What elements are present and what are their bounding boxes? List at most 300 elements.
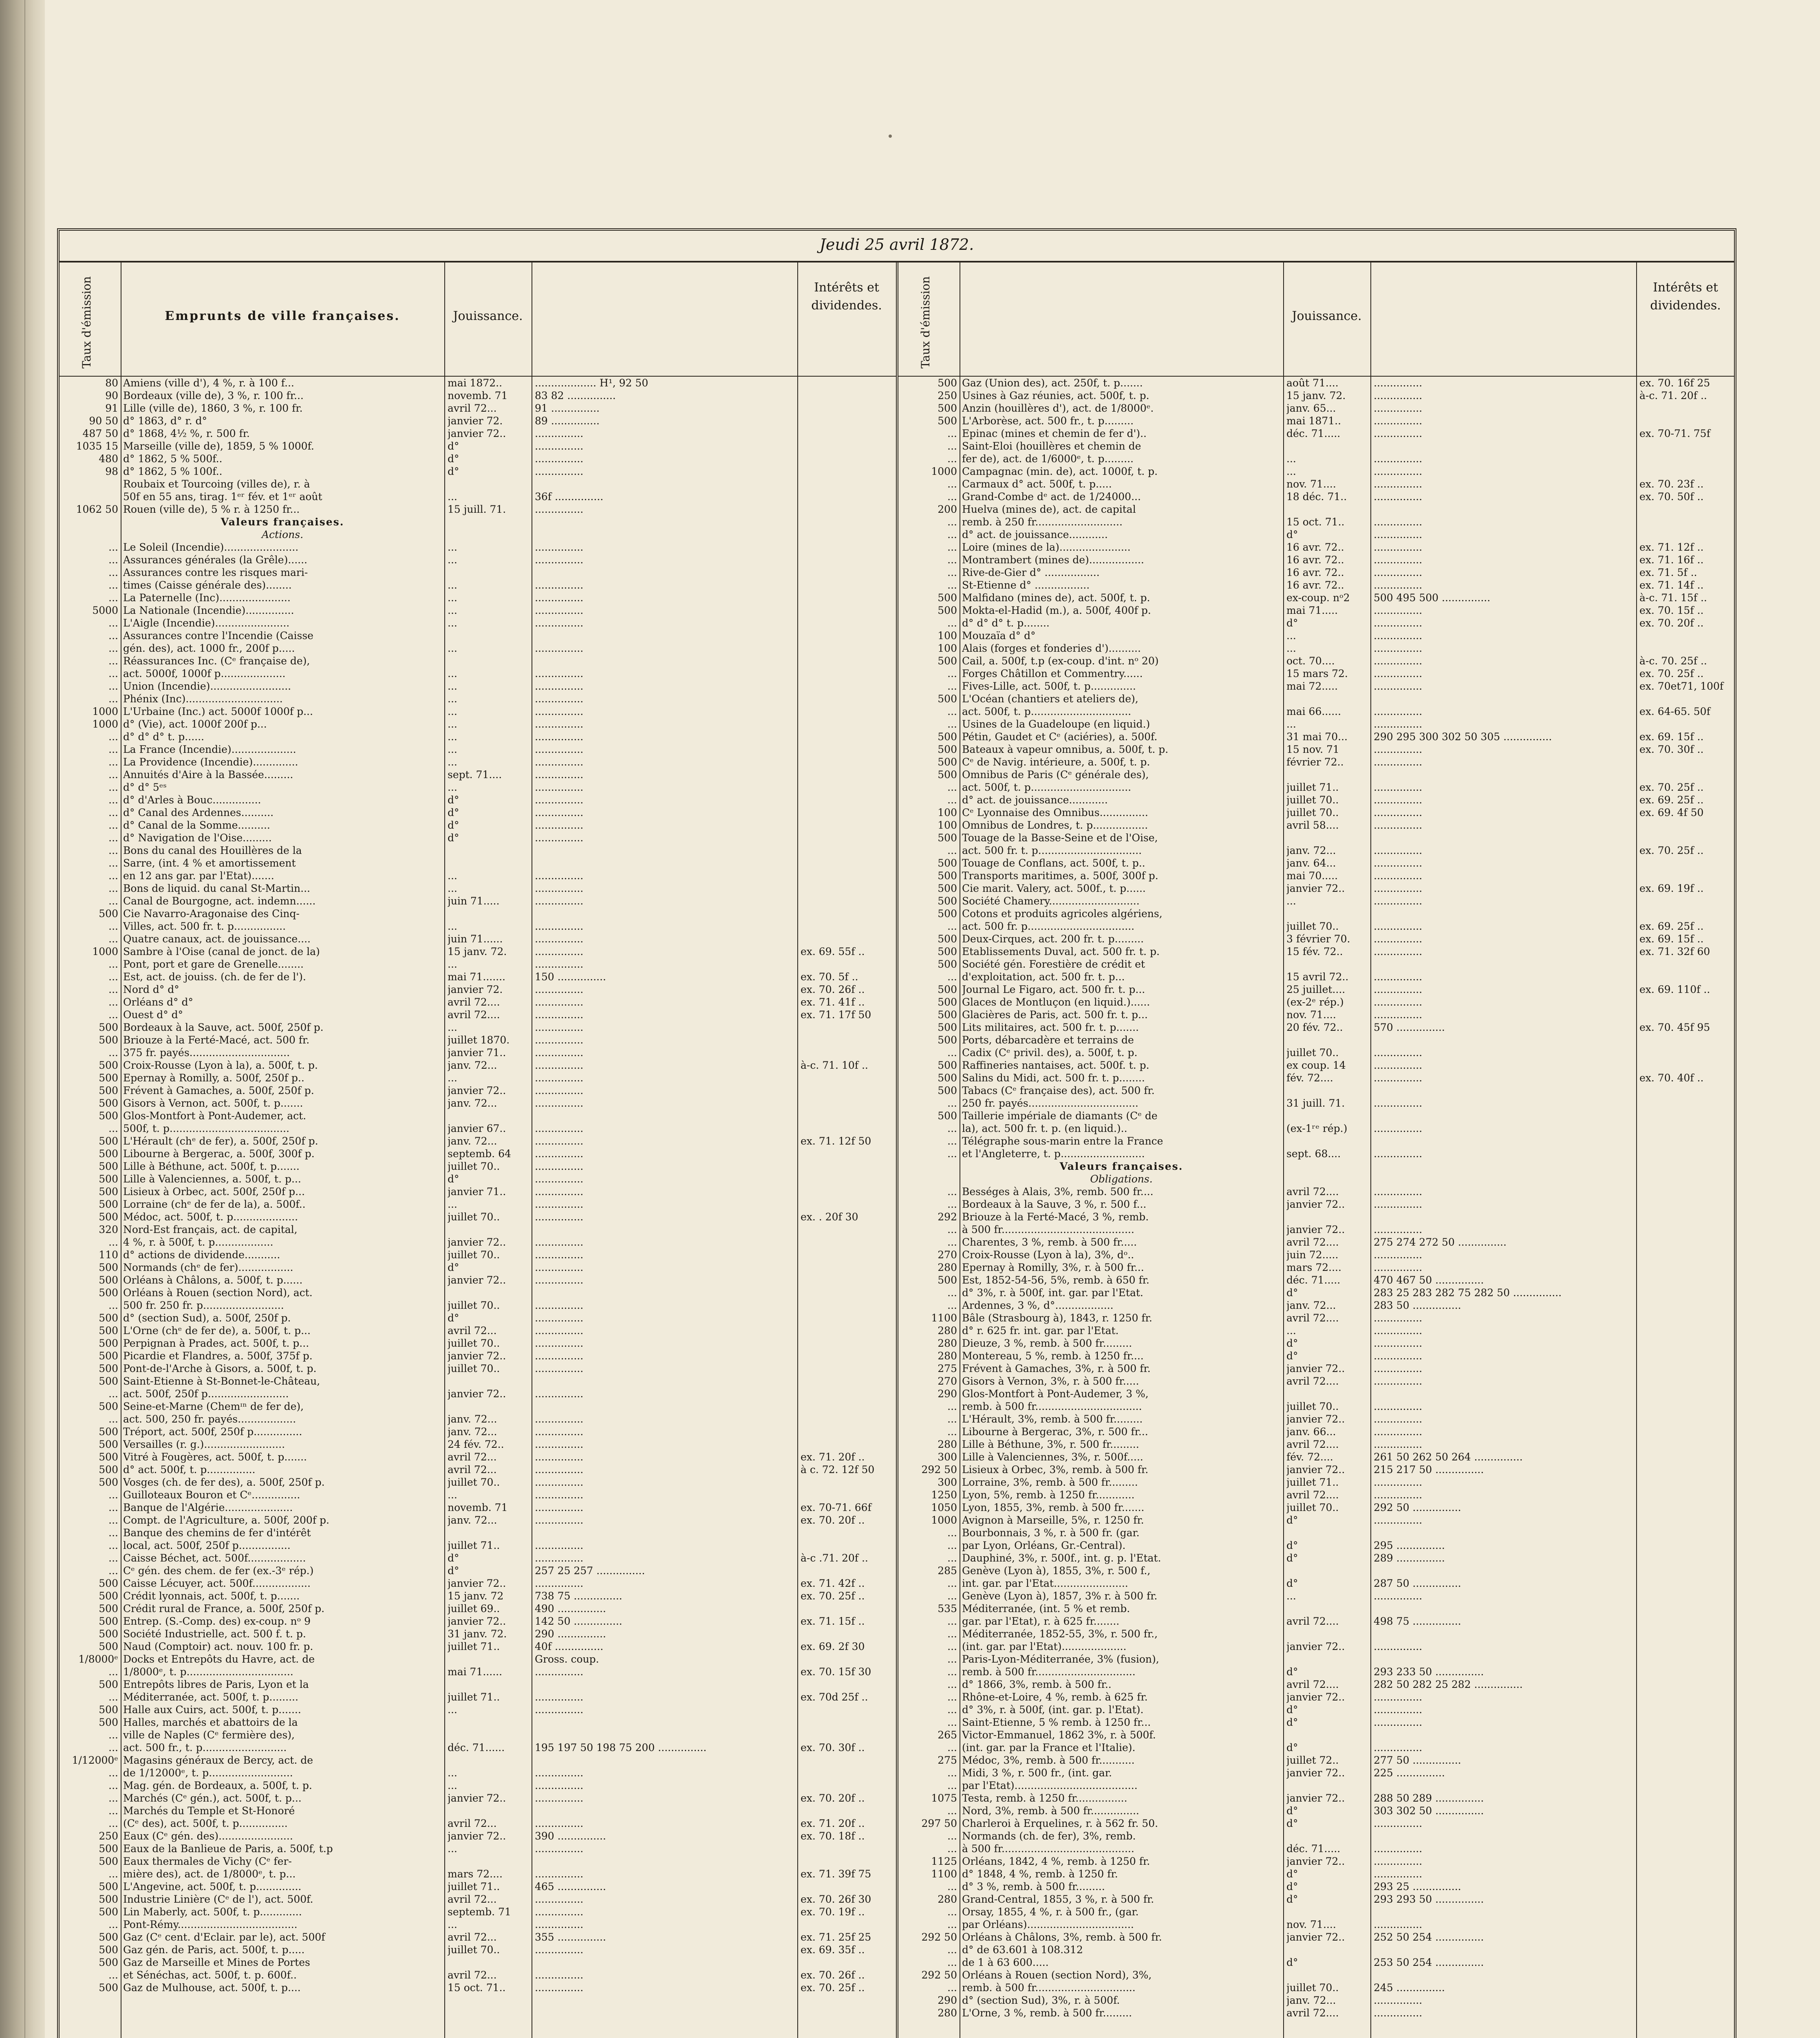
table-row	[898, 718, 1734, 730]
quote-cell: ...............	[535, 1704, 584, 1716]
table-row	[60, 566, 896, 579]
rate-cell: ...	[947, 567, 957, 578]
quote-cell: ...............	[1374, 491, 1423, 503]
jouissance-cell: avril 58....	[1286, 819, 1339, 831]
jouissance-cell: janv. 72...	[448, 1097, 497, 1109]
table-row	[60, 503, 896, 516]
dividend-cell: ex. 71. 12f 50	[801, 1135, 871, 1147]
table-row	[60, 1173, 896, 1185]
quote-cell: ...............	[535, 794, 584, 806]
quote-cell: ...............	[1374, 706, 1423, 717]
quote-cell: ...............	[535, 807, 584, 818]
rate-cell: ...	[947, 1577, 957, 1589]
rate-cell: ...	[108, 554, 118, 566]
jouissance-cell: mai 1871..	[1286, 415, 1341, 427]
security-name-cell: (int. gar. par l'Etat)....................	[962, 1641, 1127, 1652]
jouissance-cell: juillet 1870.	[448, 1034, 510, 1046]
quote-cell: ...............	[535, 1868, 584, 1880]
rate-cell: 100	[938, 807, 957, 818]
table-row	[898, 465, 1734, 478]
rate-cell: ...	[108, 1565, 118, 1577]
rate-cell: ...	[108, 1729, 118, 1741]
jouissance-cell: d°	[1286, 1514, 1298, 1526]
security-name-cell: Lits militaires, act. 500 fr. t. p.......	[962, 1021, 1139, 1033]
rate-cell: 1/12000ᵉ	[72, 1754, 118, 1766]
dividend-cell: ex. 64-65. 50f	[1639, 706, 1710, 717]
jouissance-cell: ...	[448, 706, 457, 717]
table-row	[60, 1489, 896, 1501]
jouissance-cell: d°	[1286, 1742, 1298, 1753]
rate-cell: ...	[947, 706, 957, 717]
quote-cell: ...............	[1374, 1047, 1423, 1059]
rate-cell: 290	[938, 1994, 957, 2006]
quote-cell: ...............	[1374, 1249, 1423, 1261]
left-title-header: Emprunts de ville françaises.	[165, 309, 400, 323]
security-name-cell: de 1 à 63 600.....	[962, 1956, 1049, 1968]
jouissance-cell: d°	[1286, 1337, 1298, 1349]
quote-cell: ...............	[1374, 984, 1423, 995]
rate-cell: ...	[947, 1653, 957, 1665]
table-row	[60, 1691, 896, 1703]
security-name-cell: d° 3 %, remb. à 500 fr.........	[962, 1881, 1105, 1892]
security-name-cell: d° Navigation de l'Oise.........	[123, 832, 272, 844]
quote-cell: ...............	[1374, 1009, 1423, 1021]
rate-cell: ...	[947, 1426, 957, 1438]
rate-cell: 1000	[92, 946, 118, 957]
security-name-cell: act. 500 fr., t. p..........................	[123, 1742, 287, 1753]
rate-cell: 90 50	[89, 415, 118, 427]
security-name-cell: Epernay à Romilly, a. 500f, 250f p..	[123, 1072, 304, 1084]
quote-cell: 293 293 50 ...............	[1374, 1893, 1484, 1905]
rate-cell: ...	[108, 845, 118, 856]
table-row	[898, 869, 1734, 882]
table-row	[898, 1716, 1734, 1729]
quote-cell: ...............	[1374, 1350, 1423, 1362]
right-column	[898, 262, 1734, 2038]
quote-cell: ...............	[1374, 377, 1423, 389]
rate-cell: 500	[938, 377, 957, 389]
dividend-cell: ex. 70. 18f ..	[801, 1830, 865, 1842]
table-row	[898, 1021, 1734, 1034]
quote-cell: ...............	[1374, 529, 1423, 540]
table-row	[60, 907, 896, 920]
security-name-cell: Dauphiné, 3%, r. 500f., int. g. p. l'Etat.	[962, 1552, 1161, 1564]
rate-cell: 90	[105, 390, 118, 401]
jouissance-cell: 16 avr. 72..	[1286, 554, 1344, 566]
jouissance-cell: ...	[448, 958, 457, 970]
rate-cell: 500	[99, 1325, 118, 1337]
dividend-cell: à-c. 71. 10f ..	[801, 1059, 868, 1071]
rate-cell: ...	[947, 1236, 957, 1248]
rate-cell: 5000	[92, 604, 118, 616]
table-row	[898, 629, 1734, 642]
quote-cell: ...............	[1374, 1072, 1423, 1084]
security-name-cell: Tréport, act. 500f, 250f p...............	[123, 1426, 302, 1438]
table-row	[898, 541, 1734, 554]
jouissance-cell: avril 72...	[448, 1893, 497, 1905]
rate-cell: 98	[105, 465, 118, 477]
rate-cell: ...	[947, 1540, 957, 1551]
table-row	[60, 1274, 896, 1286]
rate-cell: ...	[947, 529, 957, 540]
rate-cell: 500	[99, 1021, 118, 1033]
jouissance-cell: juillet 72..	[1286, 1754, 1339, 1766]
rate-cell: 500	[99, 1906, 118, 1918]
table-row	[898, 1261, 1734, 1274]
rate-cell: ...	[947, 1198, 957, 1210]
rate-cell: ...	[108, 1919, 118, 1930]
quote-cell: ...............	[535, 428, 584, 439]
security-name-cell: Grand-Combe dᵉ act. de 1/24000...	[962, 491, 1141, 503]
jouissance-cell: juillet 70..	[448, 1211, 500, 1223]
jouissance-cell: oct. 70....	[1286, 655, 1335, 667]
security-name-cell: Gaz (Cᵉ cent. d'Eclair. par le), act. 500f	[123, 1931, 325, 1943]
quote-cell: ...............	[1374, 1312, 1423, 1324]
quote-cell: 295 ...............	[1374, 1540, 1445, 1551]
jouissance-cell: mai 71.......	[448, 971, 505, 983]
rate-cell: ...	[108, 541, 118, 553]
table-row	[898, 1994, 1734, 2007]
table-row	[898, 1109, 1734, 1122]
rate-cell: 91	[105, 402, 118, 414]
rate-cell: ...	[108, 743, 118, 755]
security-name-cell: act. 500f, t. p...............................	[962, 781, 1132, 793]
table-row	[60, 1084, 896, 1097]
dividend-cell: ex. 71. 39f 75	[801, 1868, 871, 1880]
security-name-cell: Société gén. Forestière de crédit et	[962, 958, 1145, 970]
security-name-cell: Cᵉ gén. des chem. de fer (ex.-3ᵉ rép.)	[123, 1565, 314, 1577]
jouissance-cell: ...	[448, 781, 457, 793]
rate-cell: ...	[108, 769, 118, 781]
dividend-cell: ex. 71. 15f ..	[801, 1615, 865, 1627]
security-name-cell: L'Hérault, 3%, remb. à 500 fr.........	[962, 1413, 1143, 1425]
table-row	[898, 617, 1734, 629]
jouissance-cell: d°	[448, 440, 459, 452]
quote-cell: 465 ...............	[535, 1881, 606, 1892]
jouissance-cell: ...	[448, 1489, 457, 1501]
jouissance-cell: d°	[1286, 1287, 1298, 1299]
security-name-cell: Tabacs (Cᵉ française des), act. 500 fr.	[962, 1085, 1155, 1096]
jouissance-cell: 31 janv. 72.	[448, 1628, 507, 1640]
table-row	[898, 1943, 1734, 1956]
jouissance-cell: janv. 72...	[448, 1514, 497, 1526]
jouissance-cell: juillet 71..	[448, 1881, 500, 1892]
table-row	[898, 1337, 1734, 1350]
rate-cell: 500	[99, 1438, 118, 1450]
rate-cell: 500	[99, 1982, 118, 1994]
table-row	[60, 895, 896, 907]
quote-cell: ...............	[535, 541, 584, 553]
table-row	[60, 819, 896, 832]
dividend-cell: ex. 70. 40f ..	[1639, 1072, 1704, 1084]
security-name-cell: Eaux thermales de Vichy (Cᵉ fer-	[123, 1855, 292, 1867]
quote-cell: 245 ...............	[1374, 1982, 1445, 1994]
rate-cell: ...	[947, 1186, 957, 1198]
jouissance-cell: juillet 70..	[448, 1337, 500, 1349]
quote-cell: ...............	[535, 1160, 584, 1172]
table-row	[898, 554, 1734, 566]
security-name-cell: Vitré à Fougères, act. 500f, t. p.......	[123, 1451, 307, 1463]
jouissance-cell: janvier 72..	[448, 1792, 506, 1804]
jouissance-cell: janvier 72..	[448, 1274, 506, 1286]
table-row	[898, 1034, 1734, 1046]
jouissance-cell: avril 72....	[1286, 1489, 1339, 1501]
table-row	[60, 1741, 896, 1754]
security-name-cell: Phénix (Inc)..............................	[123, 693, 283, 705]
quote-cell: ...............	[1374, 478, 1423, 490]
jouissance-cell: d°	[448, 1173, 459, 1185]
rate-cell: ...	[947, 781, 957, 793]
table-row	[60, 1716, 896, 1729]
security-name-cell: Deux-Cirques, act. 200 fr. t. p.........	[962, 933, 1144, 945]
rate-cell: ...	[108, 807, 118, 818]
dividend-cell: ex. 70. 15f ..	[1639, 604, 1704, 616]
dividend-cell: ex. 71. 20f ..	[801, 1817, 865, 1829]
security-name-cell: local, act. 500f, 250f p................	[123, 1540, 291, 1551]
security-name-cell: d° r. 625 fr. int. gar. par l'Etat.	[962, 1325, 1119, 1337]
quote-cell: ...............	[1374, 655, 1423, 667]
table-row	[60, 1160, 896, 1173]
jouissance-cell: avril 72....	[1286, 2007, 1339, 2019]
jouissance-cell: janvier 72.	[448, 415, 503, 427]
quote-cell: ...............	[535, 465, 584, 477]
table-row	[60, 642, 896, 655]
jouissance-cell: avril 72....	[1286, 1312, 1339, 1324]
dividend-cell: ex. 70. 15f 30	[801, 1666, 871, 1678]
rate-cell: ...	[108, 1792, 118, 1804]
table-row	[898, 1729, 1734, 1741]
table-row	[60, 415, 896, 427]
jouissance-cell: ...	[448, 491, 457, 503]
rate-cell: ...	[947, 1805, 957, 1817]
table-row	[60, 693, 896, 705]
quote-cell: 303 302 50 ...............	[1374, 1805, 1484, 1817]
quote-cell: ...............	[535, 1059, 584, 1071]
table-row	[898, 1526, 1734, 1539]
rate-cell: ...	[947, 491, 957, 503]
jouissance-cell: ...	[448, 882, 457, 894]
rate-cell: ...	[108, 781, 118, 793]
jouissance-cell: d°	[448, 1565, 459, 1577]
security-name-cell: Médoc, 3%, remb. à 500 fr...........	[962, 1754, 1135, 1766]
table-row	[898, 970, 1734, 983]
quote-cell: ...............	[535, 1363, 584, 1374]
security-name-cell: act. 5000f, 1000f p....................	[123, 668, 286, 679]
quote-cell: ...............	[1374, 971, 1423, 983]
rate-cell: 500	[938, 882, 957, 894]
security-name-cell: Méditerranée, 1852-55, 3%, r. 500 fr.,	[962, 1628, 1158, 1640]
table-row	[898, 1640, 1734, 1653]
table-row	[60, 1931, 896, 1943]
jouissance-cell: 15 avril 72..	[1286, 971, 1349, 983]
security-name-cell: Transports maritimes, a. 500f, 300f p.	[962, 870, 1158, 882]
security-name-cell: Compt. de l'Agriculture, a. 500f, 200f p.	[123, 1514, 329, 1526]
jouissance-cell: d°	[1286, 1817, 1298, 1829]
rate-cell: ...	[108, 1413, 118, 1425]
security-name-cell: d° de 63.601 à 108.312	[962, 1944, 1083, 1956]
quote-cell: ...............	[535, 1350, 584, 1362]
jouissance-cell: avril 72....	[1286, 1375, 1339, 1387]
security-name-cell: 500f, t. p.....................................	[123, 1123, 289, 1134]
quote-cell: ...............	[1374, 895, 1423, 907]
quote-cell: ...............	[535, 882, 584, 894]
security-name-cell: 4 %, r. à 500f, t. p..................	[123, 1236, 274, 1248]
table-row	[898, 756, 1734, 768]
table-row	[898, 1160, 1734, 1173]
rate-cell: ...	[108, 579, 118, 591]
security-name-cell: d° 1868, 4½ %, r. 500 fr.	[123, 428, 250, 439]
rate-cell: ...	[947, 453, 957, 465]
table-row	[60, 920, 896, 933]
quote-cell: ...............	[1374, 920, 1423, 932]
table-row	[898, 1501, 1734, 1514]
table-row	[60, 1375, 896, 1387]
table-row	[898, 402, 1734, 415]
table-row	[60, 1286, 896, 1299]
table-row	[60, 617, 896, 629]
jouissance-cell: d°	[1286, 1666, 1298, 1678]
quote-cell: ...............	[535, 933, 584, 945]
dividend-cell: à-c. 71. 20f ..	[1639, 390, 1707, 401]
quote-cell: ...............	[535, 1085, 584, 1096]
quote-cell: ...............	[1374, 1919, 1423, 1930]
security-name-cell: Libourne à Bergerac, a. 500f, 300f p.	[123, 1148, 315, 1160]
security-name-cell: Vosges (ch. de fer des), a. 500f, 250f p.	[123, 1476, 325, 1488]
security-name-cell: Orléans à Rouen (section Nord), 3%,	[962, 1969, 1152, 1981]
rate-cell: 270	[938, 1375, 957, 1387]
quote-cell: ...............	[1374, 1337, 1423, 1349]
security-name-cell: d° 1866, 3%, remb. à 500 fr..	[962, 1678, 1112, 1690]
jouissance-cell: juillet 70..	[448, 1160, 500, 1172]
quote-cell: ...............	[1374, 1716, 1423, 1728]
quote-cell: ...............	[535, 1476, 584, 1488]
rate-cell: 280	[938, 1893, 957, 1905]
jouissance-cell: janvier 72..	[1286, 1464, 1345, 1476]
security-name-cell: 500 fr. 250 fr. p.........................	[123, 1299, 284, 1311]
security-name-cell: Carmaux d° act. 500f, t. p.....	[962, 478, 1112, 490]
rate-cell: 500	[99, 1072, 118, 1084]
rate-cell: ...	[108, 680, 118, 692]
rate-cell: 500	[99, 1944, 118, 1956]
security-name-cell: Croix-Rousse (Lyon à la), 3%, dᵒ..	[962, 1249, 1134, 1261]
table-row	[60, 1893, 896, 1906]
dividend-cell: ex. 70. 16f 25	[1639, 377, 1710, 389]
table-row	[60, 1564, 896, 1577]
table-row	[60, 1312, 896, 1324]
rate-cell: ...	[947, 554, 957, 566]
security-name-cell: Roubaix et Tourcoing (villes de), r. à	[123, 478, 310, 490]
security-name-cell: Glos-Montfort à Pont-Audemer, 3 %,	[962, 1388, 1149, 1400]
rate-cell: 500	[938, 908, 957, 920]
security-name-cell: par Orléans).................................	[962, 1919, 1134, 1930]
table-row	[60, 1451, 896, 1463]
jouissance-cell: juin 71......	[448, 933, 503, 945]
rate-cell: 500	[99, 1603, 118, 1615]
quote-cell: 288 50 289 ...............	[1374, 1792, 1484, 1804]
jouissance-cell: d°	[1286, 1577, 1298, 1589]
security-name-cell: Epernay à Romilly, 3%, r. à 500 fr...	[962, 1262, 1144, 1273]
table-row	[898, 1628, 1734, 1640]
rate-cell: 1000	[92, 706, 118, 717]
gutter-fold	[24, 0, 25, 2038]
quote-cell: 91 ...............	[535, 402, 600, 414]
table-row	[898, 895, 1734, 907]
security-name-cell: Lin Maberly, act. 500f, t. p.............	[123, 1906, 302, 1918]
table-row	[898, 1804, 1734, 1817]
security-name-cell: int. gar. par l'Etat.......................	[962, 1577, 1128, 1589]
jouissance-cell: janvier 72.	[448, 984, 503, 995]
jouissance-cell: janv. 72...	[448, 1135, 497, 1147]
quote-cell: ...............	[535, 1337, 584, 1349]
table-row	[60, 705, 896, 718]
table-row	[60, 1324, 896, 1337]
security-name-cell: Docks et Entrepôts du Havre, act. de	[123, 1653, 315, 1665]
jouissance-cell: ...	[448, 731, 457, 743]
table-row	[60, 781, 896, 794]
security-name-cell: L'Arborèse, act. 500 fr., t. p.........	[962, 415, 1134, 427]
rate-cell: ...	[108, 1969, 118, 1981]
quote-cell: ...............	[1374, 1476, 1423, 1488]
table-row	[60, 1147, 896, 1160]
table-row	[898, 1969, 1734, 1981]
table-row	[60, 1577, 896, 1590]
rate-cell: 500	[99, 1716, 118, 1728]
table-row	[898, 1375, 1734, 1387]
quote-cell: ...............	[1374, 946, 1423, 957]
jouissance-cell: mai 1872..	[448, 377, 503, 389]
security-name-cell: d° Canal de la Somme..........	[123, 819, 270, 831]
rate-cell: 500	[99, 1211, 118, 1223]
jouissance-cell: (ex-2ᵉ rép.)	[1286, 996, 1344, 1008]
quote-cell: ...............	[535, 1299, 584, 1311]
security-name-cell: par l'Etat)......................................	[962, 1780, 1138, 1791]
quote-cell: ...............	[1374, 668, 1423, 679]
jouissance-cell: janvier 72..	[1286, 1931, 1345, 1943]
quote-cell: ...............	[1374, 1186, 1423, 1198]
security-name-cell: Lyon, 5%, remb. à 1250 fr............	[962, 1489, 1135, 1501]
rate-cell: 275	[938, 1363, 957, 1374]
rate-cell: 500	[938, 958, 957, 970]
security-name-cell: Cail, a. 500f, t.p (ex-coup. d'int. nᵒ 20)	[962, 655, 1159, 667]
quote-cell: ...............	[1374, 516, 1423, 528]
security-name-cell: Marseille (ville de), 1859, 5 % 1000f.	[123, 440, 314, 452]
rate-cell: 500	[99, 1198, 118, 1210]
security-name-cell: Montrambert (mines de).................	[962, 554, 1144, 566]
rate-cell: 500	[99, 908, 118, 920]
jouissance-cell: avril 72...	[448, 1931, 497, 1943]
table-row	[60, 730, 896, 743]
rate-cell: ...	[108, 1805, 118, 1817]
rate-cell: ...	[108, 642, 118, 654]
security-name-cell: Saint-Eloi (houillères et chemin de	[962, 440, 1141, 452]
security-name-cell: Ardennes, 3 %, d°..................	[962, 1299, 1114, 1311]
jouissance-cell: 15 oct. 71..	[1286, 516, 1345, 528]
dividend-cell: ex. 70. 5f ..	[801, 971, 858, 983]
jouissance-cell: janvier 72..	[448, 428, 506, 439]
security-name-cell: Cᵉ de Navig. intérieure, a. 500f, t. p.	[962, 756, 1150, 768]
dividend-cell: ex. 71. 41f ..	[801, 996, 865, 1008]
table-row	[60, 1906, 896, 1918]
security-name-cell: d° 3%, r. à 500f, int. gar. par l'Etat.	[962, 1287, 1143, 1299]
table-row	[60, 1299, 896, 1312]
table-row	[898, 1855, 1734, 1868]
table-row	[898, 945, 1734, 958]
quote-cell: ...............	[535, 706, 584, 717]
security-name-cell: Lille à Béthune, 3%, r. 500 fr.........	[962, 1438, 1139, 1450]
table-row	[60, 1008, 896, 1021]
jouissance-cell: janvier 72..	[448, 1388, 506, 1400]
quote-cell: 283 25 283 282 75 282 50 ...............	[1374, 1287, 1562, 1299]
